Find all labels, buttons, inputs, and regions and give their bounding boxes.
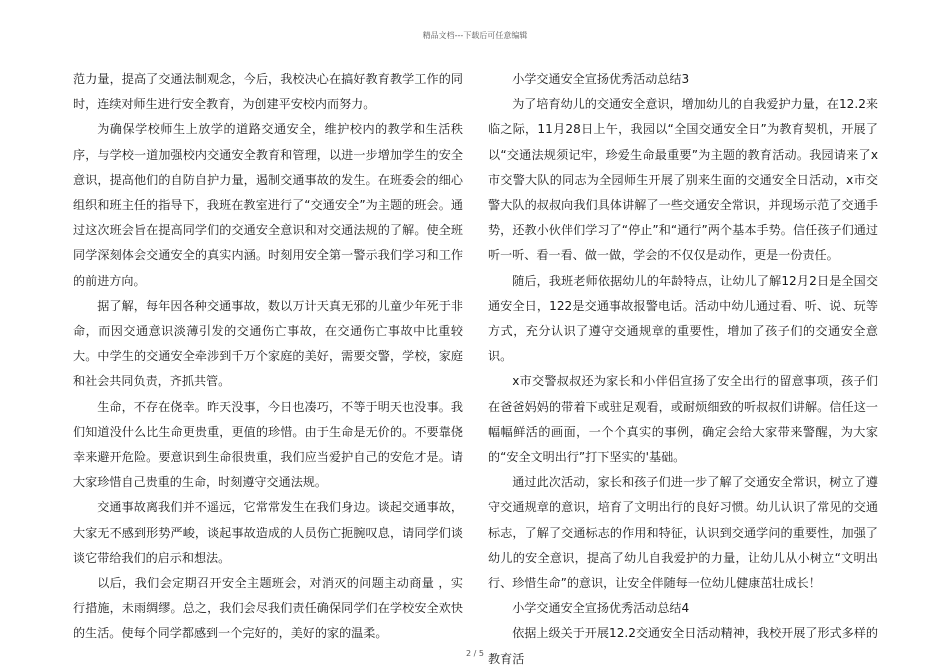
paragraph: 据了解，每年因各种交通事故，数以万计天真无邪的儿童少年死于非命，而因交通意识淡薄引发的交通伤亡事故，在交通伤亡事故中比重较大。中学生的交通安全牵涉到千万个家庭的美好，需要交警，学校，家庭和社会共同负责，齐抓共管。: [73, 298, 463, 389]
paragraph: x市交警叔叔还为家长和小伴侣宣扬了安全出行的留意事项，孩子们在爸爸妈妈的带着下或驻足观看，或耐烦细致的听叔叔们讲解。信任这一幅幅鲜活的画面，一个个真实的事例，确定会给大家带来警醒，为大家的“安全文明出行”打下坚实的'基础。: [488, 374, 878, 465]
page-number: 2 / 5: [466, 649, 484, 658]
paragraph: 为了培育幼儿的交通安全意识，增加幼儿的自我爱护力量，在12.2来临之际，11月28日上午，我园以“全国交通安全日”为教育契机，开展了以“交通法规须记牢，珍爱生命最重要”为主题的教育活动。我园请来了x市交警大队的同志为全园师生开展了别来生面的交通安全日活动，x市交警大队的叔叔向我们具体讲解了一些交通安全常识，并现场示范了交通手势，还教小伙伴们学习了“停止”和“通行”两个基本手势。信任孩子们通过听一听、看一看、做一做，学会的不仅仅是动作，更是一份责任。: [488, 97, 878, 263]
paragraph: 通过此次活动，家长和孩子们进一步了解了交通安全常识，树立了遵守交通规章的意识，培育了文明出行的良好习惯。幼儿认识了常见的交通标志，了解了交通标志的作用和特征，认识到交通学问的重要性，加强了幼儿的安全意识，提高了幼儿自我爱护的力量，让幼儿从小树立“文明出行、珍惜生命”的意识，让安全伴随每一位幼儿健康茁壮成长！: [488, 475, 878, 591]
paragraph: 交通事故离我们并不遥远，它常常发生在我们身边。谈起交通事故，大家无不感到形势严峻，谈起事故造成的人员伤亡扼腕叹息，请同学们谈谈它带给我们的启示和想法。: [73, 500, 463, 565]
paragraph: 依据上级关于开展12.2交通安全日活动精神，我校开展了形式多样的教育活: [488, 626, 878, 666]
paragraph: 生命，不存在侥幸。昨天没事，今日也凑巧，不等于明天也没事。我们知道没什么比生命更贵重，更值的珍惜。由于生命是无价的。不要靠侥幸来避开危险。要意识到生命很贵重，我们应当爱护自己的安危才是。请大家珍惜自己贵重的生命，时刻遵守交通法规。: [73, 399, 463, 490]
paragraph: 为确保学校师生上放学的道路交通安全，维护校内的教学和生活秩序，与学校一道加强校内交通安全教育和管理，以进一步增加学生的安全意识，提高他们的自防自护力量，遏制交通事故的发生。在班委会的细心组织和班主任的指导下，我班在教室进行了“交通安全”为主题的班会。通过这次班会旨在提高同学们的交通安全意识和对交通法规的了解。使全班同学深刻体会交通安全的真实内涵。时刻用安全第一警示我们学习和工作的前进方向。: [73, 122, 463, 288]
paragraph: 随后，我班老师依据幼儿的年龄特点，让幼儿了解12月2日是全国交通安全日，122是交通事故报警电话。活动中幼儿通过看、听、说、玩等方式，充分认识了遵守交通规章的重要性，增加了孩子们的交通安全意识。: [488, 273, 878, 364]
left-column: [73, 67, 463, 647]
paragraph: 以后，我们会定期召开安全主题班会，对消灭的问题主动商量 ，实行措施，未雨绸缪。总之，我们会尽我们责任确保同学们在学校安全欢快的生活。使每个同学都感到一个完好的，美好的家的温柔。: [73, 576, 463, 641]
section-heading-3: 小学交通安全宣扬优秀活动总结3: [512, 72, 690, 86]
section-heading-4: 小学交通安全宣扬优秀活动总结4: [512, 601, 690, 616]
page-header: 精品文档---下载后可任意编辑: [422, 31, 528, 40]
paragraph: 范力量，提高了交通法制观念，今后，我校决心在搞好教育教学工作的同时，连续对师生进行安全教育，为创建平安校内而努力。: [73, 72, 463, 112]
right-column: [488, 67, 878, 672]
